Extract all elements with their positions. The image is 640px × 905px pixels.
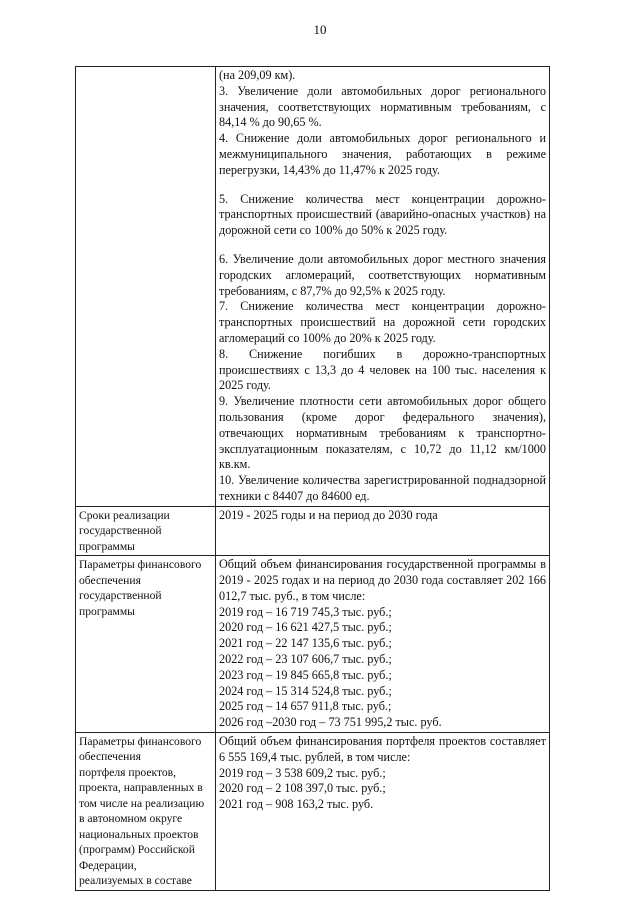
portfolio-financing-label: Параметры финансового обеспечения портфеля проектов, проекта, направленных в том числе на реализацию в автономном округе национальных проектов (программ) Российской Федерации, реализуемых в составе [76, 732, 216, 890]
year-amount: 2020 год – 16 621 427,5 тыс. руб.; [219, 620, 392, 635]
indicator-5: 5. Снижение количества мест концентрации дорожно-транспортных происшествий (аварийно-опасных участков) на дорожной сети со 100% до 50% к 2025 году. [219, 191, 546, 238]
year-amount: 2023 год – 19 845 665,8 тыс. руб.; [219, 667, 392, 682]
year-amount: 2021 год – 908 163,2 тыс. руб. [219, 797, 374, 812]
indicator-line: (на 209,09 км). [219, 68, 296, 82]
portfolio-financing-value [216, 732, 550, 890]
year-amount: 2019 год – 3 538 609,2 тыс. руб.; [219, 765, 386, 780]
year-amount: 2024 год – 15 314 524,8 тыс. руб.; [219, 683, 392, 698]
program-financing-value [216, 556, 550, 733]
year-amount: 2021 год – 22 147 135,6 тыс. руб.; [219, 636, 392, 651]
program-passport-table [75, 66, 550, 891]
indicator-9: 9. Увеличение плотности сети автомобильных дорог общего пользования (кроме дорог федерального значения), отвечающих нормативным требованиям к транспортно-эксплуатационным показателям, с 10,72 до 11,12 км/1000 кв.км. [219, 394, 546, 472]
indicator-10: 10. Увеличение количества зарегистрированной поднадзорной техники с 84407 до 84600 ед. [219, 473, 546, 503]
page-number: 10 [313, 22, 327, 37]
table-row-portfolio-financing [76, 732, 550, 890]
year-amount: 2020 год – 2 108 397,0 тыс. руб.; [219, 781, 386, 796]
table-row-program-financing [76, 556, 550, 733]
year-amount: 2026 год –2030 год – 73 751 995,2 тыс. руб. [219, 715, 442, 730]
year-amount: 2019 год – 16 719 745,3 тыс. руб.; [219, 604, 392, 619]
indicator-8: 8. Снижение погибших в дорожно-транспортных происшествиях с 13,3 до 4 человек на 100 тыс. населения к 2025 году. [219, 346, 546, 393]
timeline-label: Сроки реализации государственной программы [76, 506, 216, 556]
portfolio-financing-intro: Общий объем финансирования портфеля проектов составляет 6 555 169,4 тыс. рублей, в том числе: [219, 733, 546, 764]
table-row-indicators [76, 67, 550, 507]
indicator-6: 6. Увеличение доли автомобильных дорог местного значения городских агломераций, соответствующих нормативным требованиям, с 87,7% до 92,5% к 2025 году. [219, 251, 546, 298]
year-amount: 2022 год – 23 107 606,7 тыс. руб.; [219, 652, 392, 666]
table-row-timeline [76, 506, 550, 556]
empty-label-cell [76, 67, 216, 507]
timeline-value: 2019 - 2025 годы и на период до 2030 года [216, 506, 550, 556]
year-amount: 2025 год – 14 657 911,8 тыс. руб.; [219, 699, 392, 714]
indicators-cell [216, 67, 550, 507]
program-financing-label: Параметры финансового обеспечения государственной программы [76, 556, 216, 733]
indicator-3: 3. Увеличение доли автомобильных дорог регионального значения, соответствующих нормативным требованиям, с 84,14 % до 90,65 %. [219, 83, 546, 130]
indicator-4: 4. Снижение доли автомобильных дорог регионального и межмуниципального значения, работающих в режиме перегрузки, 14,43% до 11,47% к 2025 году. [219, 131, 546, 177]
program-financing-intro: Общий объем финансирования государственной программы в 2019 - 2025 годах и на период до 2030 года составляет 202 166 012,7 тыс. руб., в том числе: [219, 557, 546, 603]
indicator-7: 7. Снижение количества мест концентрации дорожно-транспортных происшествий на дорожной сети городских агломераций со 100% до 20% к 2025 году. [219, 299, 546, 345]
